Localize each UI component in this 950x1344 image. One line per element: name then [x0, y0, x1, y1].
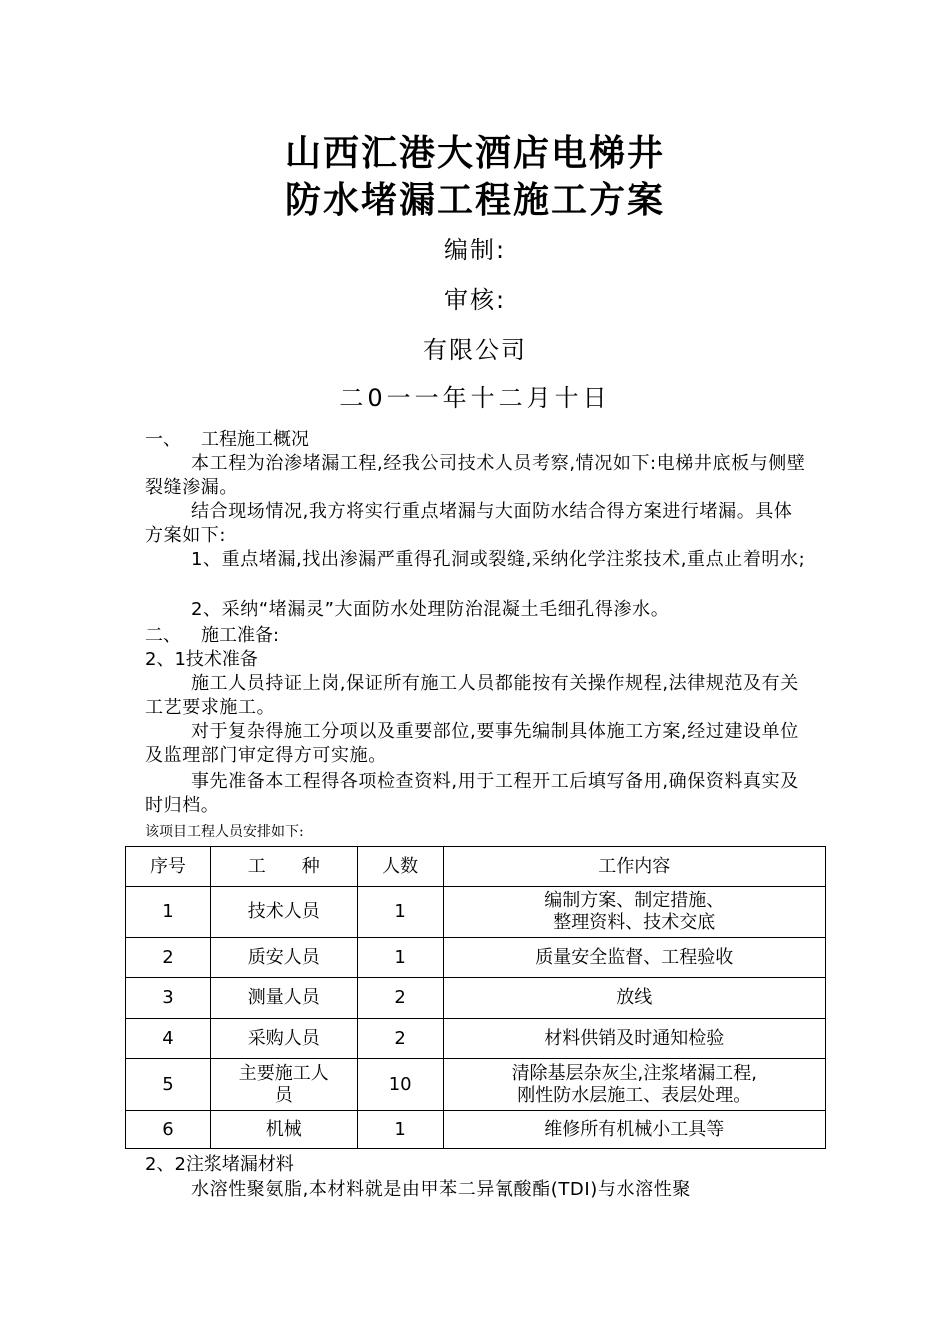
table-row: [126, 1111, 826, 1149]
section-2-paragraph-2: 对于复杂得施工分项以及重要部位,要事先编制具体施工方案,经过建设单位及监理部门审定得方可实施。: [145, 721, 799, 766]
work-content-cell: [443, 1059, 825, 1111]
section-1-heading: [145, 428, 309, 452]
section-1-title: 工程施工概况: [201, 429, 309, 450]
header-cell: 工 种: [210, 847, 357, 887]
work-content-cell: [443, 887, 825, 938]
table-row: [126, 938, 826, 978]
work-content-line: 编制方案、制定措施、: [544, 890, 725, 911]
table-header-row: [126, 847, 826, 887]
work-type-line: 员: [274, 1084, 293, 1106]
subsection-2-1-heading: 2、1技术准备: [145, 649, 258, 670]
row-number-cell: 1: [126, 887, 211, 938]
work-type-cell: [210, 1059, 357, 1111]
company-name: 有限公司: [423, 336, 527, 364]
section-1-item-2: 2、采纳“堵漏灵”大面防水处理防治混凝土毛细孔得渗水。: [191, 599, 670, 620]
work-type-cell: 技术人员: [210, 887, 357, 938]
row-number-cell: 3: [126, 978, 211, 1019]
table-caption: 该项目工程人员安排如下:: [145, 824, 304, 840]
work-content-line: 整理资料、技术交底: [553, 912, 716, 933]
work-content-cell: 维修所有机械小工具等: [443, 1111, 825, 1149]
headcount-cell: 1: [357, 887, 443, 938]
work-type-cell: 机械: [210, 1111, 357, 1149]
work-type-line: 主要施工人: [238, 1062, 329, 1084]
table-row: [126, 887, 826, 938]
section-2-paragraph-3: 事先准备本工程得各项检查资料,用于工程开工后填写备用,确保资料真实及时归档。: [145, 771, 799, 816]
header-cell: 序号: [126, 847, 211, 887]
document-title-line-1: 山西汇港大酒店电梯井: [284, 132, 665, 174]
section-1-paragraph-1: 本工程为治渗堵漏工程,经我公司技术人员考察,情况如下:电梯井底板与侧壁裂缝渗漏。: [145, 453, 806, 498]
row-number-cell: 6: [126, 1111, 211, 1149]
document-date: 二0一一年十二月十日: [339, 384, 611, 412]
review-label: 审核:: [443, 286, 507, 314]
work-type-cell: 测量人员: [210, 978, 357, 1019]
work-type-cell: 采购人员: [210, 1019, 357, 1059]
section-2-title: 施工准备:: [201, 625, 280, 646]
headcount-cell: 2: [357, 978, 443, 1019]
document-title-line-2: 防水堵漏工程施工方案: [284, 179, 665, 221]
section-1-item-1: 1、重点堵漏,找出渗漏严重得孔洞或裂缝,采纳化学注浆技术,重点止着明水;: [191, 549, 806, 570]
headcount-cell: 1: [357, 938, 443, 978]
header-cell: 人数: [357, 847, 443, 887]
work-content-cell: 质量安全监督、工程验收: [443, 938, 825, 978]
row-number-cell: 2: [126, 938, 211, 978]
staff-table: [125, 846, 826, 1149]
headcount-cell: 1: [357, 1111, 443, 1149]
section-2-number: 二、: [145, 625, 181, 646]
work-content-cell: 材料供销及时通知检验: [443, 1019, 825, 1059]
table-row: [126, 978, 826, 1019]
headcount-cell: 10: [357, 1059, 443, 1111]
row-number-cell: 5: [126, 1059, 211, 1111]
work-type-cell: 质安人员: [210, 938, 357, 978]
row-number-cell: 4: [126, 1019, 211, 1059]
table-row: [126, 1059, 826, 1111]
table-row: [126, 1019, 826, 1059]
section-2-heading: [145, 624, 279, 648]
section-2-paragraph-4: 水溶性聚氨脂,本材料就是由甲苯二异氰酸酯(TDI)与水溶性聚: [191, 1179, 691, 1200]
section-2-paragraph-1: 施工人员持证上岗,保证所有施工人员都能按有关操作规程,法律规范及有关工艺要求施工。: [145, 673, 799, 718]
work-content-line: 清除基层杂灰尘,注浆堵漏工程,: [511, 1062, 758, 1084]
work-content-line: 刚性防水层施工、表层处理。: [517, 1084, 752, 1106]
compile-label: 编制:: [443, 236, 507, 264]
section-1-number: 一、: [145, 429, 181, 450]
headcount-cell: 2: [357, 1019, 443, 1059]
subsection-2-2-heading: 2、2注浆堵漏材料: [145, 1154, 294, 1175]
work-content-cell: 放线: [443, 978, 825, 1019]
header-cell: 工作内容: [443, 847, 825, 887]
section-1-paragraph-2: 结合现场情况,我方将实行重点堵漏与大面防水结合得方案进行堵漏。具体方案如下:: [145, 501, 793, 546]
